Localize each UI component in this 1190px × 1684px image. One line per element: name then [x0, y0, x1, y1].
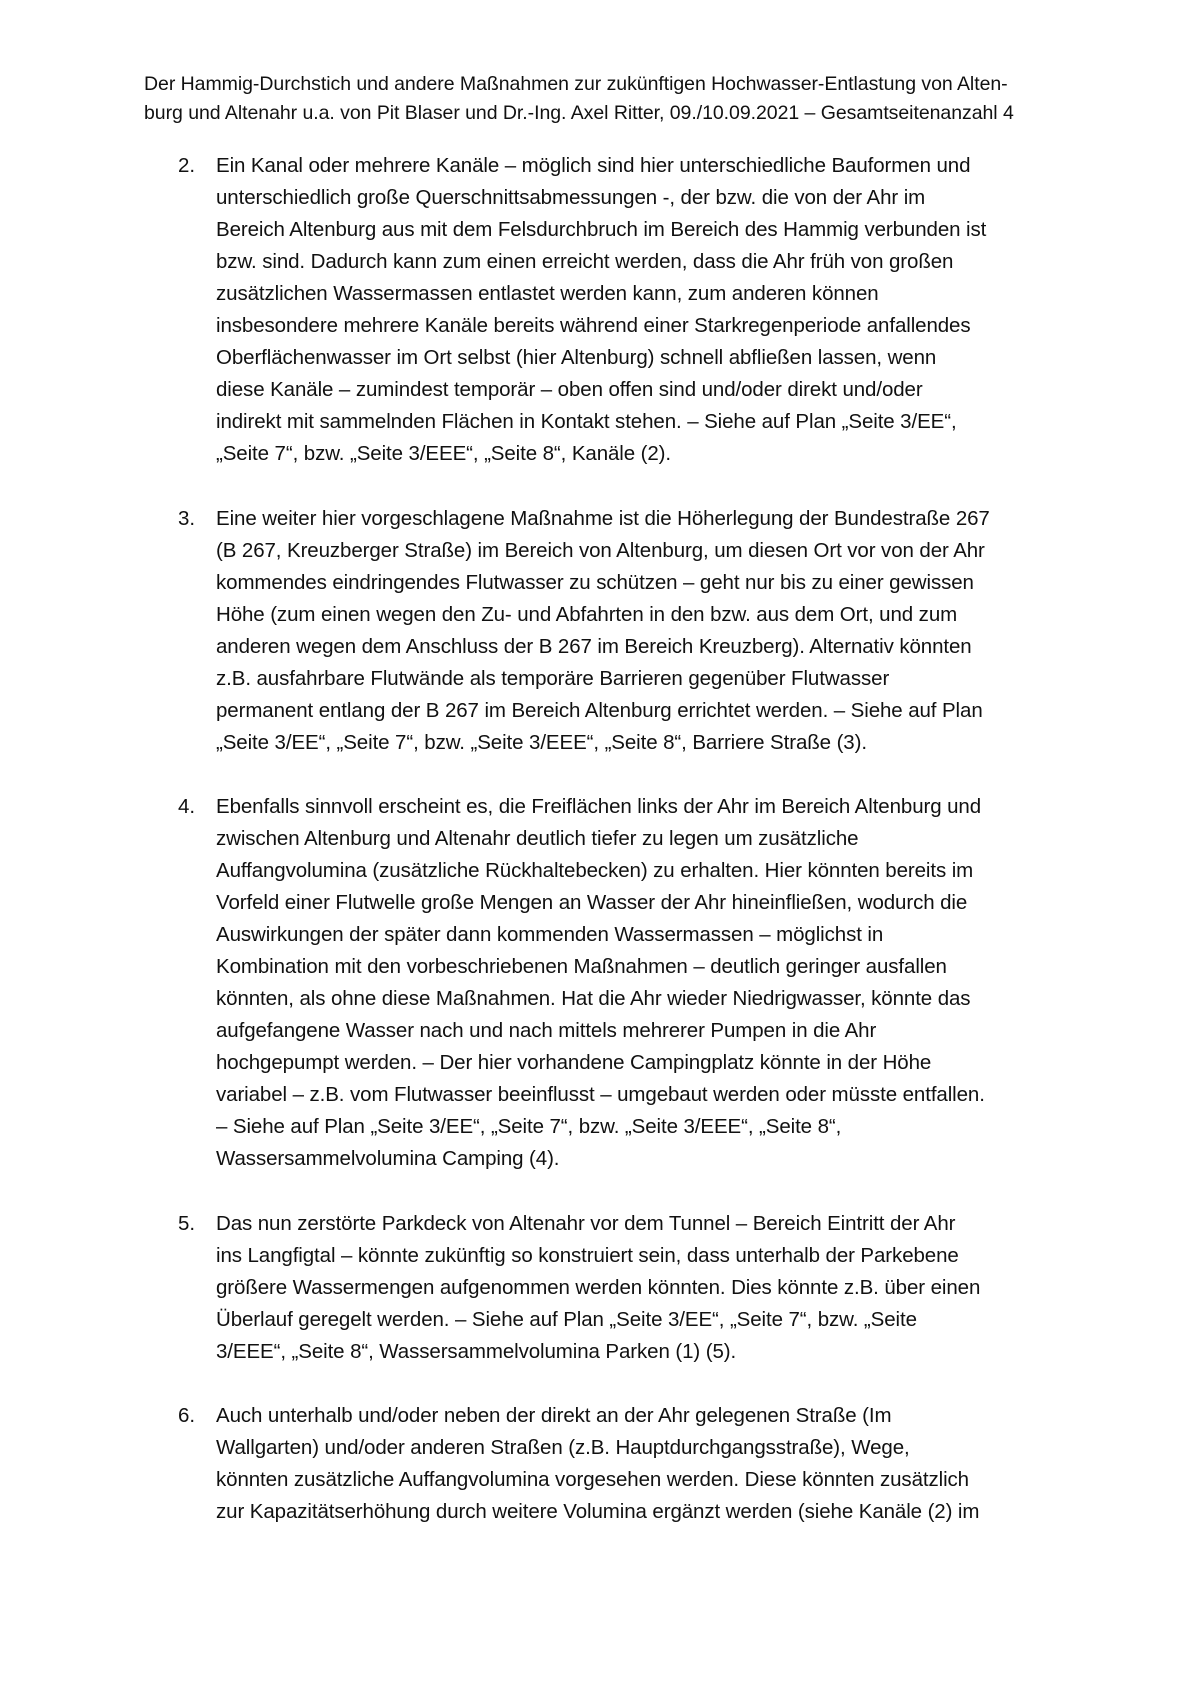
text-line: Oberflächenwasser im Ort selbst (hier Altenburg) schnell abfließen lassen, wenn	[216, 346, 937, 369]
text-line: z.B. ausfahrbare Flutwände als temporäre Barrieren gegenüber Flutwasser	[216, 666, 890, 690]
text-line: Vorfeld einer Flutwelle große Mengen an Wasser der Ahr hineinfließen, wodurch die	[216, 891, 968, 914]
text-line: größere Wassermengen aufgenommen werden könnten. Dies könnte z.B. über einen	[216, 1275, 981, 1299]
text-line: bzw. sind. Dadurch kann zum einen erreicht werden, dass die Ahr früh von großen	[216, 250, 954, 273]
list-item-number: 3.	[178, 506, 196, 530]
text-line: „Seite 3/EE“, „Seite 7“, bzw. „Seite 3/EEE“, „Seite 8“, Barriere Straße (3).	[216, 730, 867, 754]
text-line: insbesondere mehrere Kanäle bereits während einer Starkregenperiode anfallendes	[216, 314, 971, 337]
list-item-number: 6.	[178, 1404, 196, 1427]
text-line: 3/EEE“, „Seite 8“, Wassersammelvolumina Parken (1) (5).	[216, 1339, 737, 1363]
text-line: permanent entlang der B 267 im Bereich Altenburg errichtet werden. – Siehe auf Plan	[216, 698, 983, 722]
list-item-text	[216, 503, 990, 759]
text-line: hochgepumpt werden. – Der hier vorhandene Campingplatz könnte in der Höhe	[216, 1051, 932, 1074]
text-line: anderen wegen dem Anschluss der B 267 im Bereich Kreuzberg). Alternativ könnten	[216, 634, 972, 658]
text-line: könnten, als ohne diese Maßnahmen. Hat die Ahr wieder Niedrigwasser, könnte das	[216, 987, 971, 1010]
text-line: Höhe (zum einen wegen den Zu- und Abfahrten in den bzw. aus dem Ort, und zum	[216, 602, 958, 626]
text-line: aufgefangene Wasser nach und nach mittels mehrerer Pumpen in die Ahr	[216, 1019, 877, 1042]
list-item-text	[216, 1400, 979, 1528]
text-line: Eine weiter hier vorgeschlagene Maßnahme ist die Höherlegung der Bundestraße 267	[216, 506, 990, 530]
text-line: Bereich Altenburg aus mit dem Felsdurchbruch im Bereich des Hammig verbunden ist	[216, 218, 987, 241]
list-item-text	[216, 150, 986, 470]
list-item-text	[216, 1208, 980, 1368]
text-line: könnten zusätzliche Auffangvolumina vorgesehen werden. Diese könnten zusätzlich	[216, 1468, 969, 1491]
text-line: (B 267, Kreuzberger Straße) im Bereich von Altenburg, um diesen Ort vor von der Ahr	[216, 538, 985, 562]
header-line: Der Hammig-Durchstich und andere Maßnahmen zur zukünftigen Hochwasser-Entlastung von Alten-	[144, 73, 1008, 95]
list-item-number: 2.	[178, 154, 196, 177]
text-line: Wallgarten) und/oder anderen Straßen (z.B. Hauptdurchgangsstraße), Wege,	[216, 1436, 910, 1459]
text-line: Überlauf geregelt werden. – Siehe auf Plan „Seite 3/EE“, „Seite 7“, bzw. „Seite	[216, 1307, 917, 1331]
header-line: burg und Altenahr u.a. von Pit Blaser und Dr.-Ing. Axel Ritter, 09./10.09.2021 – Gesamtseitenanzahl 4	[144, 102, 1014, 124]
text-line: Das nun zerstörte Parkdeck von Altenahr vor dem Tunnel – Bereich Eintritt der Ahr	[216, 1211, 956, 1235]
text-line: diese Kanäle – zumindest temporär – oben offen sind und/oder direkt und/oder	[216, 378, 923, 401]
text-line: zwischen Altenburg und Altenahr deutlich tiefer zu legen um zusätzliche	[216, 827, 859, 850]
text-line: Wassersammelvolumina Camping (4).	[216, 1147, 560, 1170]
text-line: Ebenfalls sinnvoll erscheint es, die Freiflächen links der Ahr im Bereich Altenburg und	[216, 795, 982, 818]
list-item-text	[216, 791, 985, 1175]
text-line: Kombination mit den vorbeschriebenen Maßnahmen – deutlich geringer ausfallen	[216, 955, 947, 978]
text-line: Auswirkungen der später dann kommenden Wassermassen – möglichst in	[216, 923, 884, 946]
text-line: unterschiedlich große Querschnittsabmessungen -, der bzw. die von der Ahr im	[216, 186, 926, 209]
list-item-number: 4.	[178, 795, 196, 818]
text-line: indirekt mit sammelnden Flächen in Kontakt stehen. – Siehe auf Plan „Seite 3/EE“,	[216, 410, 957, 433]
text-line: zur Kapazitätserhöhung durch weitere Volumina ergänzt werden (siehe Kanäle (2) im	[216, 1500, 980, 1523]
text-line: ins Langfigtal – könnte zukünftig so konstruiert sein, dass unterhalb der Parkebene	[216, 1243, 959, 1267]
text-line: Auch unterhalb und/oder neben der direkt an der Ahr gelegenen Straße (Im	[216, 1404, 892, 1427]
text-line: variabel – z.B. vom Flutwasser beeinflusst – umgebaut werden oder müsste entfallen.	[216, 1083, 985, 1106]
list-item-number: 5.	[178, 1211, 196, 1235]
text-line: „Seite 7“, bzw. „Seite 3/EEE“, „Seite 8“, Kanäle (2).	[216, 442, 672, 465]
text-line: – Siehe auf Plan „Seite 3/EE“, „Seite 7“, bzw. „Seite 3/EEE“, „Seite 8“,	[216, 1115, 842, 1138]
text-line: Ein Kanal oder mehrere Kanäle – möglich sind hier unterschiedliche Bauformen und	[216, 154, 971, 177]
text-line: zusätzlichen Wassermassen entlastet werden kann, zum anderen können	[216, 282, 879, 305]
page-header	[144, 70, 1064, 128]
text-line: kommendes eindringendes Flutwasser zu schützen – geht nur bis zu einer gewissen	[216, 570, 974, 594]
text-line: Auffangvolumina (zusätzliche Rückhaltebecken) zu erhalten. Hier könnten bereits im	[216, 859, 974, 882]
